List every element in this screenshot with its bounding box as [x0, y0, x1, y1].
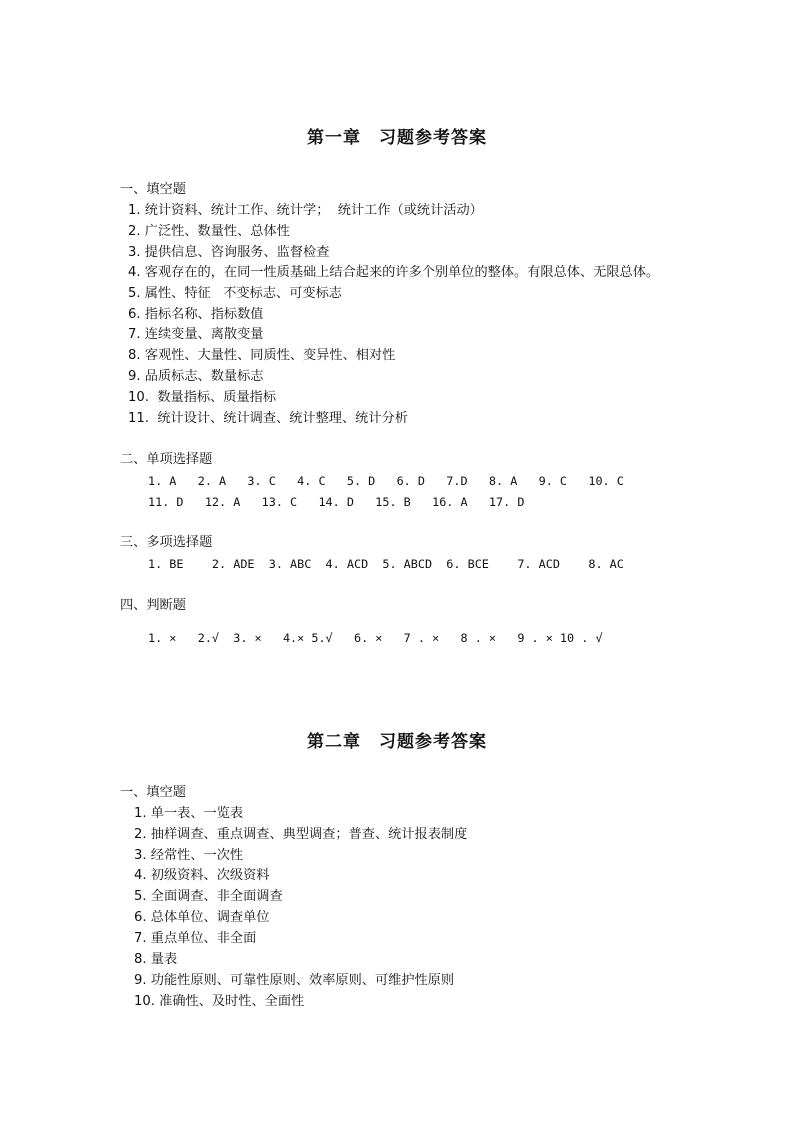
ch2-fill-item-2: 2. 抽样调查、重点调查、典型调查；普查、统计报表制度: [134, 827, 468, 842]
ch1-single-line-1: 1. A 2. A 3. C 4. C 5. D 6. D 7.D 8. A 9. C 10. C: [148, 474, 624, 488]
ch1-fill-item-1: 1. 统计资料、统计工作、统计学； 统计工作（或统计活动）: [128, 203, 483, 218]
ch2-fill-item-10: 10. 准确性、及时性、全面性: [134, 994, 305, 1009]
ch1-single-line-2: 11. D 12. A 13. C 14. D 15. B 16. A 17. D: [148, 495, 525, 509]
ch2-fill-item-9: 9. 功能性原则、可靠性原则、效率原则、可维护性原则: [134, 973, 455, 988]
ch2-fill-item-5: 5. 全面调查、非全面调查: [134, 889, 283, 904]
ch1-multi-heading: 三、多项选择题: [120, 535, 213, 550]
ch1-fill-item-3: 3. 提供信息、咨询服务、监督检查: [128, 245, 330, 260]
ch1-judge-heading: 四、判断题: [120, 598, 186, 613]
chapter-2-title: 第二章 习题参考答案: [307, 732, 487, 752]
chapter-1-title: 第一章 习题参考答案: [307, 128, 487, 148]
ch1-fill-heading: 一、填空题: [120, 182, 186, 197]
ch1-fill-item-11: 11. 统计设计、统计调查、统计整理、统计分析: [128, 411, 408, 426]
ch2-fill-heading: 一、填空题: [120, 785, 186, 800]
ch2-fill-item-7: 7. 重点单位、非全面: [134, 931, 257, 946]
ch1-multi-line: 1. BE 2. ADE 3. ABC 4. ACD 5. ABCD 6. BCE 7. ACD 8. AC: [148, 557, 624, 571]
ch2-fill-item-4: 4. 初级资料、次级资料: [134, 868, 270, 883]
ch1-fill-item-8: 8. 客观性、大量性、同质性、变异性、相对性: [128, 348, 396, 363]
ch1-fill-item-5: 5. 属性、特征 不变标志、可变标志: [128, 286, 342, 301]
ch2-fill-item-8: 8. 量表: [134, 952, 178, 967]
ch1-judge-line: 1. × 2.√ 3. × 4.× 5.√ 6. × 7 . × 8 . × 9 . × 10 . √: [148, 631, 603, 645]
ch1-fill-item-4: 4. 客观存在的，在同一性质基础上结合起来的许多个别单位的整体。有限总体、无限总体。: [128, 265, 660, 280]
ch1-fill-item-2: 2. 广泛性、数量性、总体性: [128, 224, 290, 239]
ch1-fill-item-10: 10. 数量指标、质量指标: [128, 390, 277, 405]
ch2-fill-item-1: 1. 单一表、一览表: [134, 806, 244, 821]
ch2-fill-item-3: 3. 经常性、一次性: [134, 848, 244, 863]
ch1-fill-item-9: 9. 品质标志、数量标志: [128, 369, 264, 384]
ch2-fill-item-6: 6. 总体单位、调查单位: [134, 910, 270, 925]
ch1-fill-item-7: 7. 连续变量、离散变量: [128, 327, 264, 342]
ch1-single-heading: 二、单项选择题: [120, 452, 213, 467]
ch1-fill-item-6: 6. 指标名称、指标数值: [128, 307, 264, 322]
